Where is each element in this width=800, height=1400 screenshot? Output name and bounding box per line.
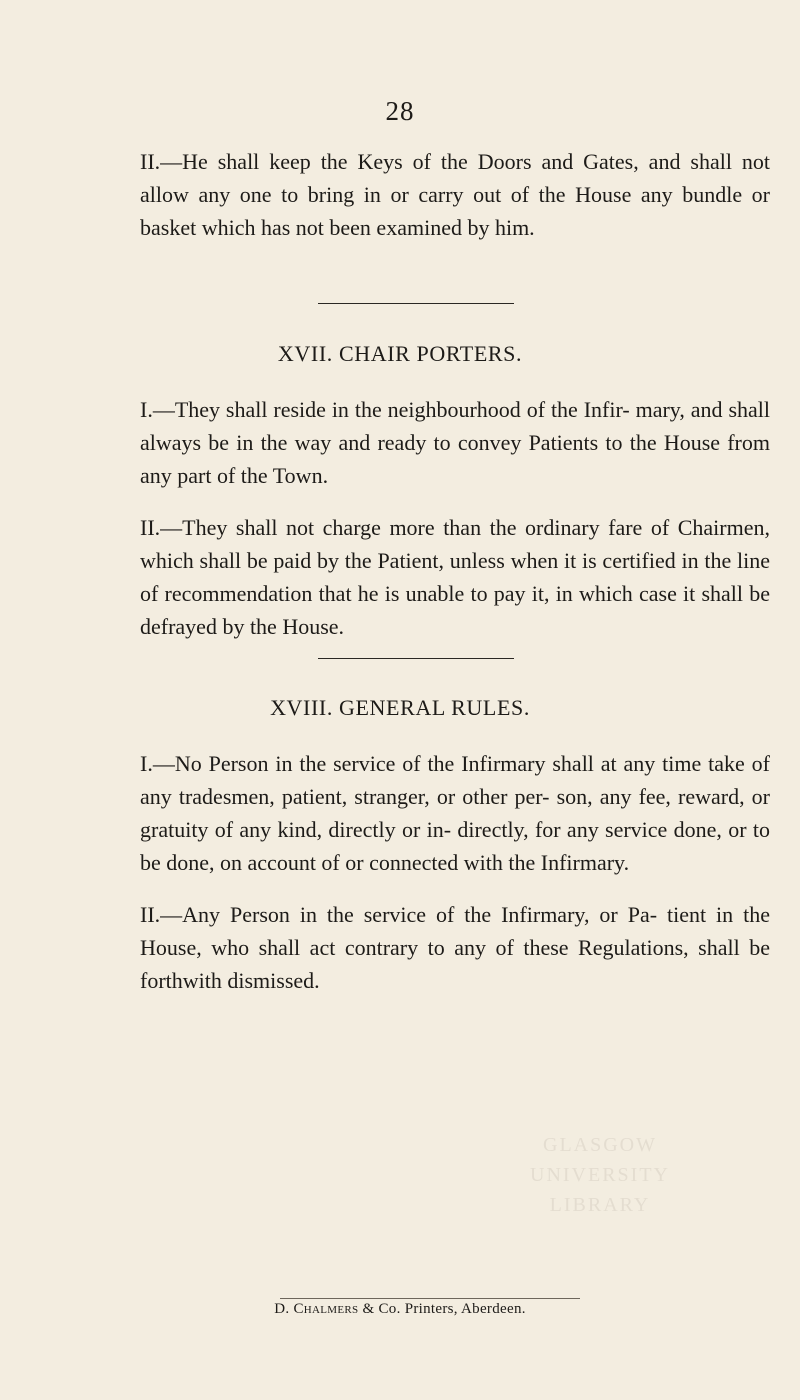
library-stamp-watermark bbox=[530, 1130, 670, 1220]
imprint-name-rest: HALMERS bbox=[303, 1304, 359, 1316]
section-heading-chair-porters: XVII. CHAIR PORTERS. bbox=[277, 341, 523, 366]
stamp-line: GLASGOW bbox=[543, 1134, 657, 1156]
paragraph-general-rules-gratuity: I.—No Person in the service of the Infirmary shall at any time take of any tradesmen, patient, stranger, or other per- son, any fee, reward, or gratuity of any kind, directly or in- directly, for any service done, or to be done, on account of or connected with the Infirmary. bbox=[140, 751, 770, 875]
imprint-name-first: C bbox=[293, 1301, 304, 1317]
paragraph-chair-porters-fare: II.—They shall not charge more than the ordinary fare of Chairmen, which shall be paid by the Patient, unless when it is certified in the line of recommendation that he is unable to pay it, in which case it shall be defrayed by the House. bbox=[140, 515, 770, 639]
paragraph-chair-porters-residence: I.—They shall reside in the neighbourhood of the Infir- mary, and shall always be in the way and ready to convey Patients to the House from any part of the Town. bbox=[140, 397, 770, 488]
section-divider bbox=[318, 658, 514, 659]
stamp-line: UNIVERSITY bbox=[530, 1164, 670, 1186]
stamp-line: LIBRARY bbox=[549, 1194, 651, 1216]
section-divider bbox=[318, 303, 514, 304]
section-heading-general-rules: XVIII. GENERAL RULES. bbox=[270, 695, 530, 720]
printer-imprint bbox=[0, 1301, 800, 1318]
page-number: 28 bbox=[385, 96, 415, 126]
paragraph-porter-keys: II.—He shall keep the Keys of the Doors and Gates, and shall not allow any one to bring in or carry out of the House any bundle or basket which has not been examined by him. bbox=[140, 149, 770, 240]
imprint-rest: & Co. Printers, Aberdeen. bbox=[362, 1301, 526, 1317]
paragraph-general-rules-dismissal: II.—Any Person in the service of the Infirmary, or Pa- tient in the House, who shall act contrary to any of these Regulations, shall be forthwith dismissed. bbox=[140, 902, 770, 993]
imprint-initial: D. bbox=[274, 1301, 290, 1317]
imprint-rule bbox=[280, 1298, 580, 1299]
